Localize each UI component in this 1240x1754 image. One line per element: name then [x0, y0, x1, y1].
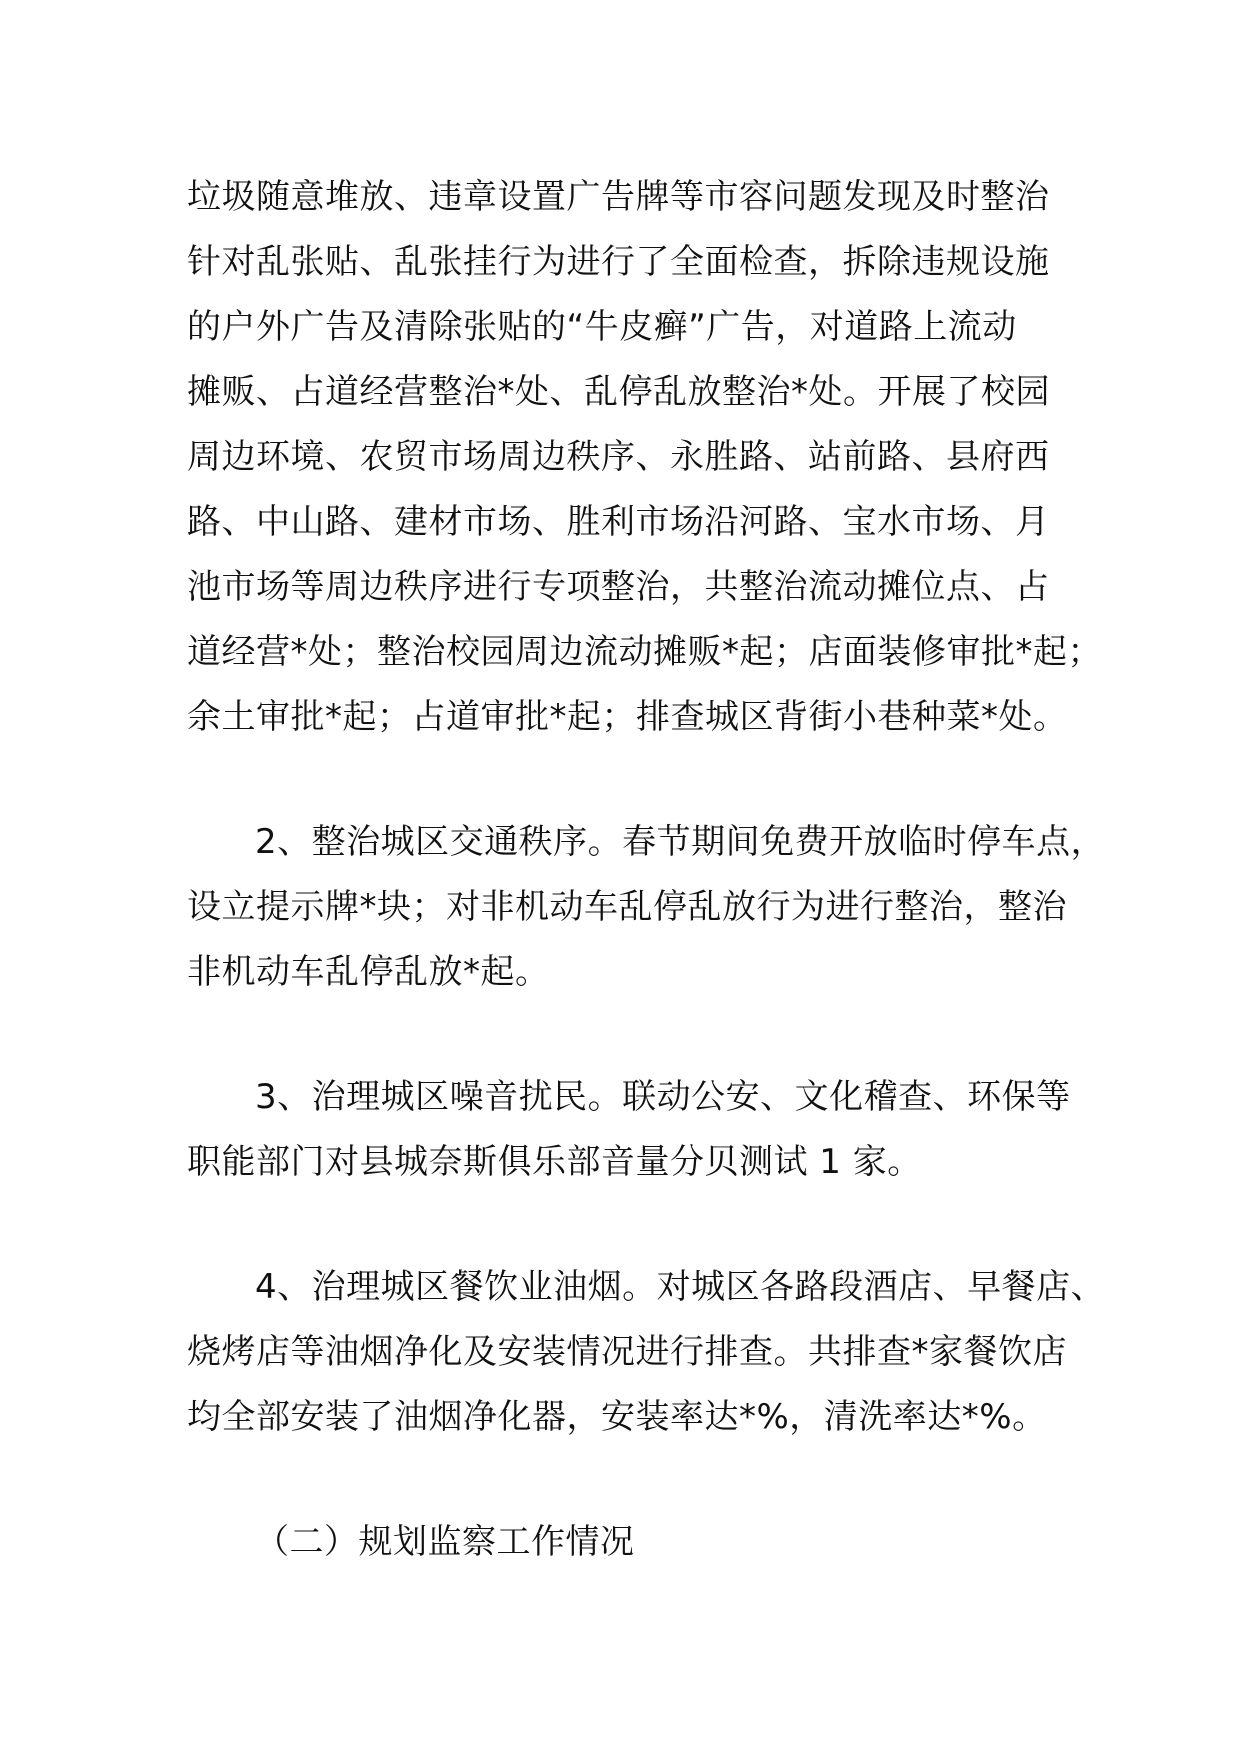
- paragraph-line: 的户外广告及清除张贴的“牛皮癣”广告，对道路上流动: [187, 307, 1017, 347]
- paragraph-line: 2、整治城区交通秩序。春节期间免费开放临时停车点，: [255, 822, 1106, 862]
- paragraph-line: 非机动车乱停乱放*起。: [187, 952, 550, 992]
- paragraph-line: 设立提示牌*块；对非机动车乱停乱放行为进行整治，整治: [187, 887, 1067, 927]
- paragraph-line: 烧烤店等油烟净化及安装情况进行排查。共排查*家餐饮店: [187, 1332, 1067, 1372]
- paragraph-line: 垃圾随意堆放、违章设置广告牌等市容问题发现及时整治: [187, 177, 1050, 217]
- paragraph-line: 均全部安装了油烟净化器，安装率达*%，清洗率达*%。: [187, 1397, 1047, 1437]
- paragraph-line: 余土审批*起；占道审批*起；排查城区背街小巷种菜*处。: [187, 697, 1068, 737]
- paragraph-line: 职能部门对县城奈斯俱乐部音量分贝测试 1 家。: [187, 1142, 922, 1182]
- paragraph-line: 摊贩、占道经营整治*处、乱停乱放整治*处。开展了校园: [187, 372, 1050, 412]
- paragraph-line: 3、治理城区噪音扰民。联动公安、文化稽查、环保等: [255, 1077, 1071, 1117]
- paragraph-line: 4、治理城区餐饮业油烟。对城区各路段酒店、早餐店、: [255, 1267, 1106, 1307]
- paragraph-line: 周边环境、农贸市场周边秩序、永胜路、站前路、县府西: [187, 437, 1050, 477]
- paragraph-line: 路、中山路、建材市场、胜利市场沿河路、宝水市场、月: [187, 502, 1050, 542]
- paragraph-line: 池市场等周边秩序进行专项整治，共整治流动摊位点、占: [187, 567, 1050, 607]
- paragraph-line: 道经营*处；整治校园周边流动摊贩*起；店面装修审批*起；: [187, 632, 1102, 672]
- section-heading: （二）规划监察工作情况: [255, 1522, 635, 1562]
- paragraph-line: 针对乱张贴、乱张挂行为进行了全面检查，拆除违规设施: [187, 242, 1050, 282]
